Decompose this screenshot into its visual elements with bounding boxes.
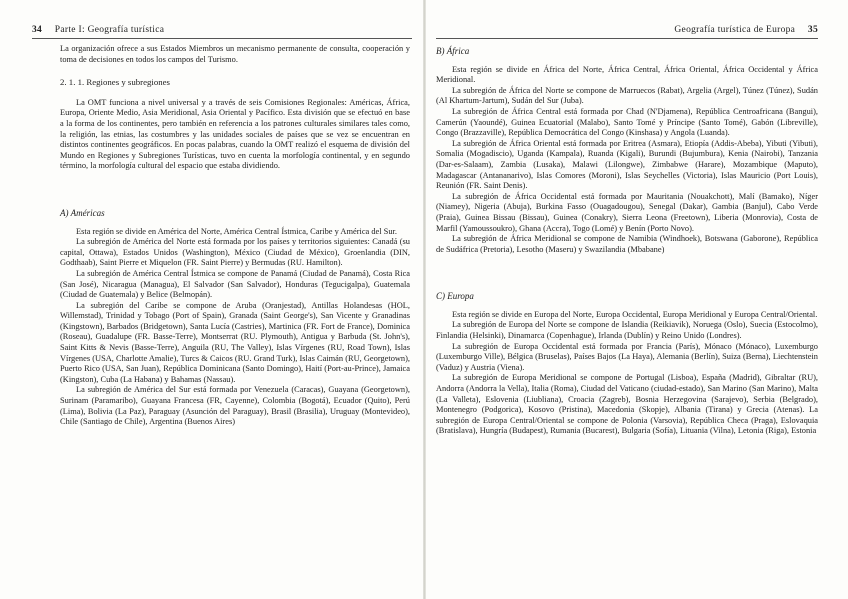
header-rule-left (32, 38, 412, 39)
americas-heading: A) Américas (60, 207, 105, 218)
page-number-right: 35 (807, 25, 818, 35)
section-heading: 2. 1. 1. Regiones y subregiones (60, 77, 170, 88)
americas-paragraph-5: La subregión de América del Sur está formada por Venezuela (Caracas), Guayana (Georgetown), Surinam (Paramaribo), Guayana Francesa (FR, Cayenne), Colombia (Bogotá), Ecuador (Quito), Perú (Lima), Bolivia (La Paz), Paraguay (Asunción del Paraguay), Brasil (Brasilia), Uruguay (Montevideo), Chile (Santiago de Chile), Argentina (Buenos Aires) (60, 385, 410, 427)
africa-paragraph-5: La subregión de África Occidental está formada por Mauritania (Nouakchott), Malí (Bamako), Níger (Niamey), Nigeria (Abuja), Burkina Fasso (Ouagadougou), Senegal (Dakar), Gambia (Banjul), Cabo Verde (Praia), Guinea Bissau (Bissau), Guinea (Conakry), Sierra Leona (Freetown), Liberia (Monrovia), Costa de Marfil (Yamoussoukro), Ghana (Accra), Togo (Lomé) y Benín (Porto Novo). (436, 191, 818, 233)
europa-paragraph-4: La subregión de Europa Meridional se compone de Portugal (Lisboa), España (Madrid), Gibraltar (RU), Andorra (Andorra la Vella), Italia (Roma), Ciudad del Vaticano (ciudad-estado), San Marino (San Marino), Malta (La Valleta), Eslovenia (Liubliana), Croacia (Zagreb), Bosnia Herzegovina (Sarajevo), Serbia (Belgrado), Montenegro (Podgorica), Kosovo (Pristina), Macedonia (Skopje), Albania (Tirana) y Grecia (Atenas). La subregión de Europa Central/Oriental se compone de Polonia (Varsovia), República Checa (Praga), Eslovaquia (Bratislava), Hungría (Budapest), Rumania (Bucarest), Bulgaria (Sofía), Lituania (Vilna), Letonia (Riga), Estonia (436, 373, 818, 436)
europa-paragraph-1: Esta región se divide en Europa del Norte, Europa Occidental, Europa Meridional y Europa Central/Oriental. (452, 309, 818, 319)
americas-paragraph-2: La subregión de América del Norte está formada por los países y territorios siguientes: Canadá (su capital, Ottawa), Estados Unidos (Washington), México (Ciudad de México), Groenlandia (DIN, Godthaab), Saint Pierre et Miquelon (FR. Saint Pierre) y Bermudas (RU. Hamilton). (60, 237, 410, 268)
left-text-column (60, 44, 410, 428)
running-head-right (436, 25, 818, 35)
running-head-left-title: Parte I: Geografía turística (54, 25, 165, 35)
page-number-left: 34 (32, 25, 43, 35)
americas-paragraph-4: La subregión del Caribe se compone de Aruba (Oranjestad), Antillas Holandesas (HOL, Willemstad), Trinidad y Tobago (Port of Spain), Granada (Saint George's), San Vicente y Granadinas (Kingstown), Barbados (Bridgetown), Santa Lucía (Castries), Martinica (FR. Fort de France), Dominica (Roseau), Guadalupe (FR. Basse-Terre), Montserrat (RU. Plymouth), Antigua y Barbuda (St. John's), Saint Kitts & Nevis (Basse-Terre), Anguila (RU, The Valley), Islas Vírgenes (RU, Road Town), Islas Vírgenes (USA, Charlotte Amalie), Turcs & Caicos (RU. Grand Turk), Islas Caimán (RU, Georgetown), Puerto Rico (USA, San Juan), República Dominicana (Santo Domingo), Haití (Port-au-Prince), Jamaica (Kingston), Cuba (La Habana) y Bahamas (Nassau). (60, 300, 410, 384)
europa-paragraph-3: La subregión de Europa Occidental está formada por Francia (París), Mónaco (Mónaco), Luxemburgo (Luxemburgo Ville), Bélgica (Bruselas), Países Bajos (La Haya), Alemania (Berlín), Suiza (Berna), Liechtenstein (Vaduz) y Austria (Viena). (436, 341, 818, 372)
section-paragraph: La OMT funciona a nivel universal y a través de seis Comisiones Regionales: Américas, África, Europa, Oriente Medio, Asia Meridional, Asia Oriental y Pacífico. Esta división que se efectuó en base a la forma de los continentes, pero también en referencia a los patrones culturales similares tales como, la religión, las etnias, las costumbres y las unidades sociales de países que se vez se encuentran en distintos continentes geográficos. En pocas palabras, cuando la OMT realizó el esquema de división del Mundo en Regiones y Subregiones Turísticas, tuvo en cuenta la morfología continental, y en segundo término, la morfología cultural del espacio que estaba dividiendo. (60, 97, 410, 171)
africa-paragraph-6: La subregión de África Meridional se compone de Namibia (Windhoek), Botswana (Gaborone), República de Sudáfrica (Pretoria), Lesotho (Maseru) y Swazilandia (Mbabane) (436, 234, 818, 254)
americas-paragraph-1: Esta región se divide en América del Norte, América Central Ístmica, Caribe y América del Sur. (76, 226, 397, 236)
right-text-column (436, 44, 818, 437)
africa-paragraph-3: La subregión de África Central está formada por Chad (N'Djamena), República Centroafricana (Bangui), Camerún (Yaoundé), Guinea Ecuatorial (Malabo), Santo Tomé y Príncipe (Santo Tomé), Gabón (Libreville), Congo (Brazzaville), República Democrática del Congo (Kinshasa) y Angola (Luanda). (436, 106, 818, 138)
europa-heading: C) Europa (436, 291, 474, 302)
africa-paragraph-2: La subregión de África del Norte se compone de Marruecos (Rabat), Argelia (Argel), Túnez (Túnez), Sudán (Al Khartum-Jartum), Sudán del Sur (Juba). (436, 85, 818, 106)
running-head-left (32, 25, 412, 35)
running-head-right-title: Geografía turística de Europa (674, 25, 796, 35)
header-rule-right (436, 38, 818, 39)
europa-paragraph-2: La subregión de Europa del Norte se compone de Islandia (Reikiavik), Noruega (Oslo), Suecia (Estocolmo), Finlandia (Helsinki), Dinamarca (Copenhague), Irlanda (Dublín) y Reino Unido (Londres). (436, 320, 818, 341)
africa-heading: B) África (436, 46, 470, 56)
intro-paragraph: La organización ofrece a sus Estados Miembros un mecanismo permanente de consulta, cooperación y toma de decisiones en todos los campos del Turismo. (60, 44, 410, 64)
africa-paragraph-1: Esta región se divide en África del Norte, África Central, África Oriental, África Occidental y África Meridional. (436, 64, 818, 85)
right-page (424, 0, 848, 599)
africa-paragraph-4: La subregión de África Oriental está formada por Eritrea (Asmara), Etiopía (Addis-Abeba), Yibuti (Yibuti), Somalia (Mogadiscio), Uganda (Kampala), Ruanda (Kigali), Burundi (Bujumbura), Kenia (Nairobi), Tanzania (Dar-es-Salaam), Zambia (Lusaka), Malawi (Lilongwe), Zimbabwe (Harare), Mozambique (Maputo), Madagascar (Antananarivo), Islas Comores (Moroni), Islas Seychelles (Victoria), Islas Mauricio (Port Louis), Reunión (FR. Saint Denis). (436, 138, 818, 191)
americas-paragraph-3: La subregión de América Central Ístmica se compone de Panamá (Ciudad de Panamá), Costa Rica (San José), Nicaragua (Managua), El Salvador (San Salvador), Honduras (Tegucigalpa), Guatemala (Ciudad de Guatemala) y Belice (Belmopán). (60, 268, 410, 300)
